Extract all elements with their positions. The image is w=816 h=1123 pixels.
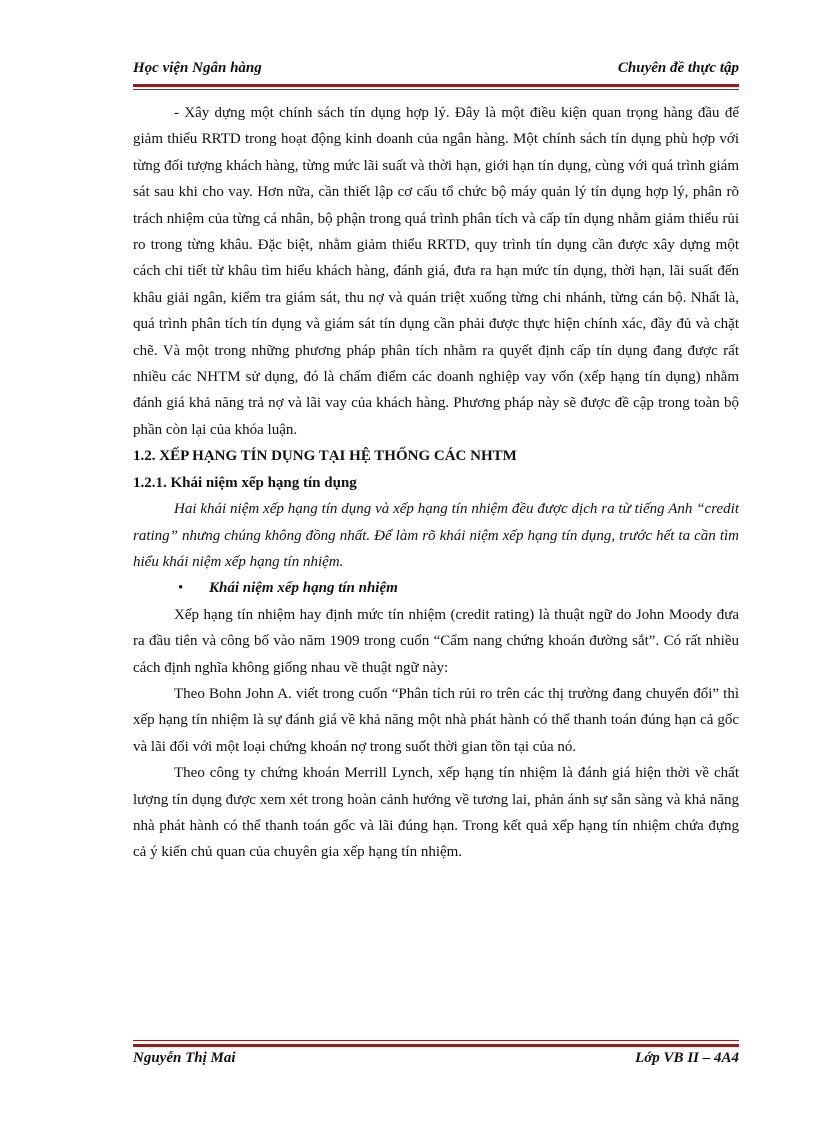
section-heading-1-2-1: 1.2.1. Khái niệm xếp hạng tín dụng xyxy=(133,474,357,491)
header-institution: Học viện Ngân hàng xyxy=(133,60,262,76)
paragraph-moody-definition: Xếp hạng tín nhiệm hay định mức tín nhiệm (credit rating) là thuật ngữ do John Moody đưa ra đầu tiên và công bố vào năm 1909 trong cuốn “Cẩm nang chứng khoán đường sắt”. Có rất nhiều cách định nghĩa không giống nhau về thuật ngữ này: xyxy=(133,606,739,676)
section-heading-1-2: 1.2. XẾP HẠNG TÍN DỤNG TẠI HỆ THỐNG CÁC NHTM xyxy=(133,448,517,465)
paragraph-merrill-lynch-definition: Theo công ty chứng khoán Merrill Lynch, xếp hạng tín nhiệm là đánh giá hiện thời về chất lượng tín dụng được xem xét trong hoàn cảnh hướng về tương lai, phản ánh sự sẵn sàng và khả năng nhà phát hành có thể thanh toán gốc và lãi đúng hạn. Trong kết quả xếp hạng tín nhiệm chứa đựng cả ý kiến chủ quan của chuyên gia xếp hạng tín nhiệm. xyxy=(133,765,739,861)
header-rule-thick xyxy=(133,84,739,87)
bullet-heading-credit-rating-concept xyxy=(133,575,739,601)
footer-class: Lớp VB II – 4A4 xyxy=(635,1050,739,1066)
page-header xyxy=(133,60,739,82)
paragraph-intro-definitions: Hai khái niệm xếp hạng tín dụng và xếp hạng tín nhiệm đều được dịch ra từ tiếng Anh “credit rating” nhưng chúng không đồng nhất. Để làm rõ khái niệm xếp hạng tín dụng, trước hết ta cần tìm hiểu khái niệm xếp hạng tín nhiệm. xyxy=(133,501,739,570)
page-body xyxy=(133,100,739,866)
bullet-icon: • xyxy=(178,580,184,597)
header-rule-thin xyxy=(133,89,739,90)
header-document-type: Chuyên đề thực tập xyxy=(617,60,739,76)
bullet-heading-text: Khái niệm xếp hạng tín nhiệm xyxy=(209,580,398,597)
footer-rule-thin xyxy=(133,1040,739,1041)
paragraph-bohn-definition: Theo Bohn John A. viết trong cuốn “Phân tích rủi ro trên các thị trường đang chuyển đổi” thì xếp hạng tín nhiệm là sự đánh giá về khả năng một nhà phát hành có thể thanh toán đúng hạn cả gốc và lãi đối với một loại chứng khoán nợ trong suốt thời gian tồn tại của nó. xyxy=(133,685,739,755)
page-footer xyxy=(133,1050,739,1072)
footer-rule-thick xyxy=(133,1044,739,1047)
footer-author: Nguyễn Thị Mai xyxy=(133,1050,236,1066)
paragraph-credit-policy: - Xây dựng một chính sách tín dụng hợp lý. Đây là một điều kiện quan trọng hàng đầu để giảm thiểu RRTD trong hoạt động kinh doanh của ngân hàng. Một chính sách tín dụng phù hợp với từng đối tượng khách hàng, từng mức lãi suất và thời hạn, giới hạn tín dụng, cùng với quá trình giám sát sau khi cho vay. Hơn nữa, cần thiết lập cơ cấu tổ chức bộ máy quản lý tín dụng hợp lý, phân rõ trách nhiệm của từng cá nhân, bộ phận trong quá trình phân tích và cấp tín dụng nhằm giảm thiểu rủi ro trong từng khâu. Đặc biệt, nhằm giảm thiểu RRTD, quy trình tín dụng cần được xây dựng một cách chi tiết từ khâu tìm hiểu khách hàng, đánh giá, đưa ra hạn mức tín dụng, thời hạn, lãi suất đến khâu giải ngân, kiểm tra giám sát, thu nợ và quán triệt xuống từng chi nhánh, từng cán bộ. Nhất là, quá trình phân tích tín dụng và giám sát tín dụng cần phải được thực hiện chính xác, đầy đủ và chặt chẽ. Và một trong những phương pháp phân tích nhằm ra quyết định cấp tín dụng đang được rất nhiều các NHTM sử dụng, đó là chấm điểm các doanh nghiệp vay vốn (xếp hạng tín dụng) nhằm đánh giá khả năng trả nợ và lãi vay của khách hàng. Phương pháp này sẽ được đề cập trong toàn bộ phần còn lại của khóa luận. xyxy=(133,105,739,438)
